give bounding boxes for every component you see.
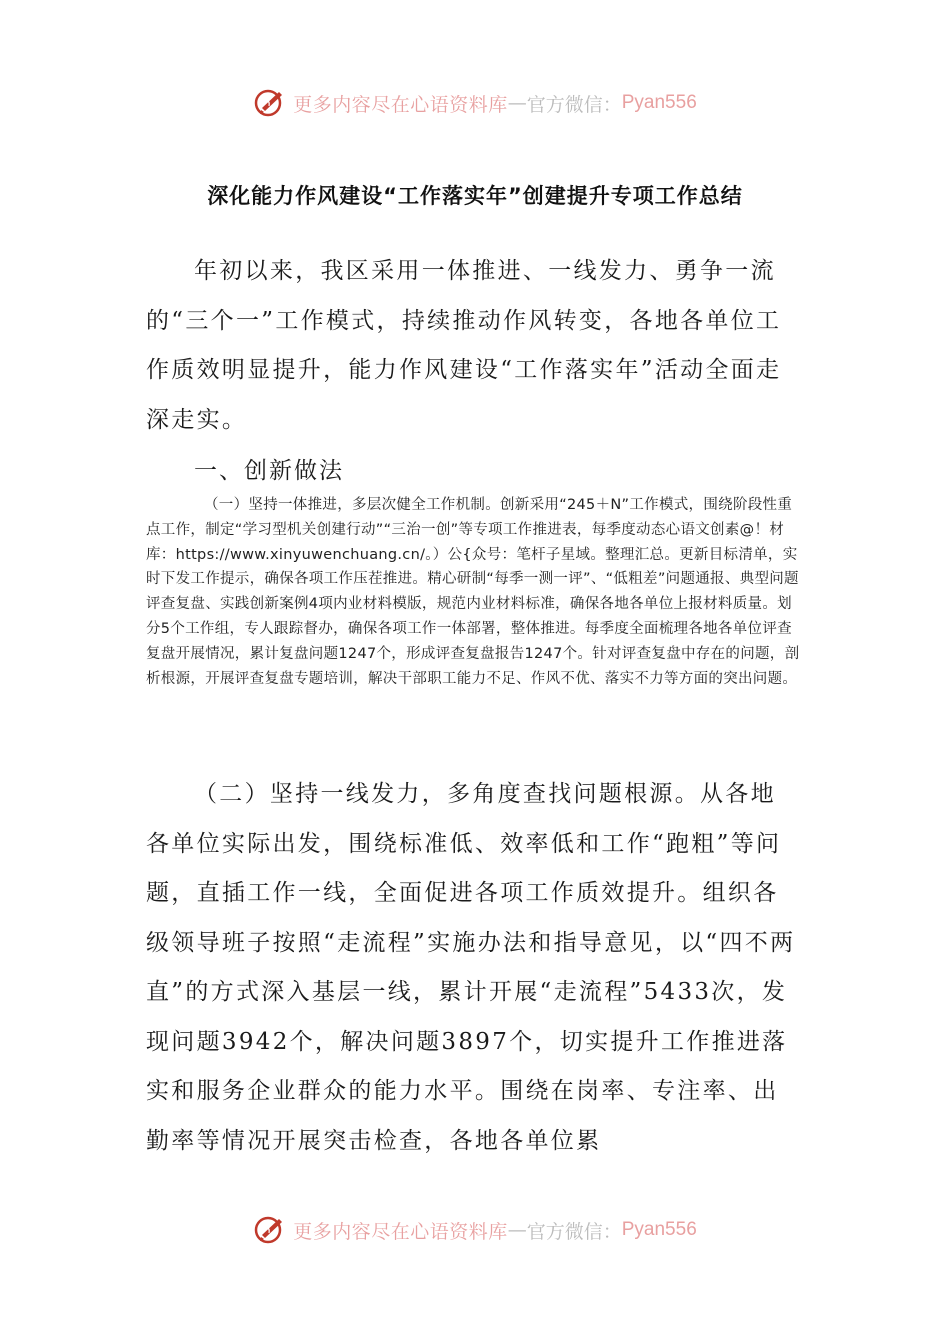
document-title: 深化能力作风建设“工作落实年”创建提升专项工作总结 (207, 184, 743, 208)
banner-text: 更多内容尽在心语资料库 (293, 93, 508, 116)
footer-watermark (0, 1210, 950, 1250)
banner-wechat-label: 官方微信： (526, 93, 622, 116)
banner-wechat-id: Pyan556 (621, 1219, 697, 1240)
banner-wechat-id: Pyan556 (621, 92, 697, 113)
section-heading: 一、创新做法 (194, 458, 344, 484)
pen-circle-logo-icon (253, 1213, 287, 1247)
banner-dash: — (507, 1219, 527, 1241)
intro-paragraph: 年初以来，我区采用一体推进、一线发力、勇争一流的“三个一”工作模式，持续推动作风转变，各地各单位工作质效明显提升，能力作风建设“工作落实年”活动全面走深走实。 (146, 258, 782, 433)
pen-circle-logo-icon (253, 86, 287, 120)
section2-paragraph: （二）坚持一线发力，多角度查找问题根源。从各地各单位实际出发，围绕标准低、效率低和工作“跑粗”等问题，直插工作一线，全面促进各项工作质效提升。组织各级领导班子按照“走流程”实施办法和指导意见，以“四不两直”的方式深入基层一线，累计开展“走流程”5433次，发现问题3942个，解决问题3897个，切实提升工作推进落实和服务企业群众的能力水平。围绕在岗率、专注率、出勤率等情况开展突击检查，各地各单位累 (146, 781, 796, 1154)
banner-dash: — (507, 92, 527, 114)
banner-wechat-label: 官方微信： (526, 1220, 622, 1243)
banner-text: 更多内容尽在心语资料库 (293, 1220, 508, 1243)
header-watermark (0, 83, 950, 123)
section1-paragraph: （一）坚持一体推进，多层次健全工作机制。创新采用“245＋N”工作模式，围绕阶段性重点工作，制定“学习型机关创建行动”“三治一创”等专项工作推进表，每季度动态心语文创素@！材库：https://www.xinyuwenchuang.cn/。）公{众号：笔杆子星域。整理汇总。更新目标清单，实时下发工作提示，确保各项工作压茬推进。精心研制“每季一测一评”、“低粗差”问题通报、典型问题评查复盘、实践创新案例4项内业材料模版，规范内业材料标准，确保各地各单位上报材料质量。划分5个工作组，专人跟踪督办，确保各项工作一体部署，整体推进。每季度全面梳理各地各单位评查复盘开展情况，累计复盘问题1247个，形成评查复盘报告1247个。针对评查复盘中存在的问题，剖析根源，开展评查复盘专题培训，解决干部职工能力不足、作风不优、落实不力等方面的突出问题。 (146, 497, 800, 687)
